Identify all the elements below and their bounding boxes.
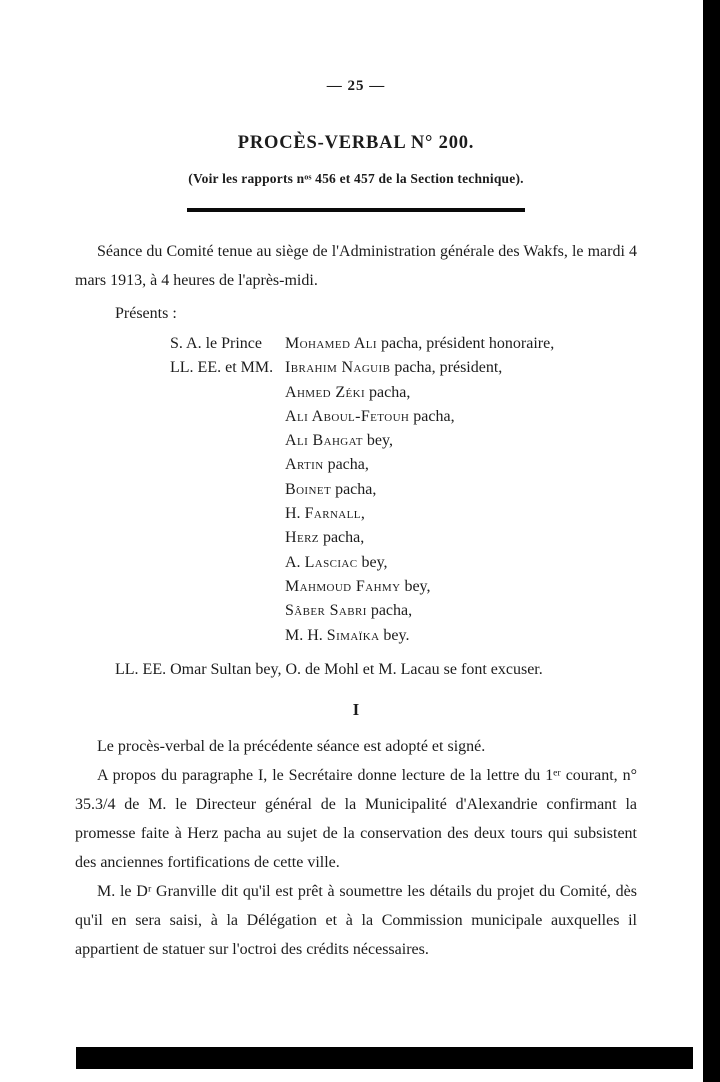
attendee-title: bey. <box>379 626 410 644</box>
attendee-initials: A. <box>285 553 305 571</box>
attendee-row <box>170 599 637 623</box>
attendee-name: Artin <box>285 456 324 474</box>
attendee-row <box>170 551 637 575</box>
attendee-initials: H. <box>285 505 305 523</box>
attendee-name: Ibrahim Naguib <box>285 359 391 377</box>
page-number: — 25 — <box>326 78 386 94</box>
attendee-title: pacha, <box>409 407 455 425</box>
attendee-name: Simaïka <box>326 626 380 644</box>
attendee-honorific: S. A. le Prince <box>170 335 262 352</box>
attendee-title: bey, <box>400 577 431 595</box>
attendee-title: pacha, <box>365 383 411 401</box>
attendee-title: pacha, président honoraire, <box>376 335 555 352</box>
attendee-name: Mahmoud Fahmy <box>285 577 401 595</box>
attendee-row <box>170 405 637 429</box>
attendee-name: Sâber Sabri <box>285 602 367 620</box>
attendee-title: bey, <box>357 553 388 571</box>
attendee-row <box>170 356 637 380</box>
scan-artifact-bottom <box>76 1047 693 1069</box>
section-heading: I <box>352 699 360 719</box>
document-title: PROCÈS-VERBAL N° 200. <box>237 133 475 153</box>
intro-paragraph: Séance du Comité tenue au siège de l'Administration générale des Wakfs, le mardi 4 mars 1913, à 4 heures de l'après-midi. <box>75 243 637 289</box>
attendee-name: Ali Aboul-Fetouh <box>285 407 410 425</box>
attendee-initials: M. H. <box>285 626 327 644</box>
attendee-row <box>170 429 637 453</box>
attendee-title: pacha, <box>331 480 377 498</box>
presents-label: Présents : <box>115 305 177 322</box>
title-rule <box>187 208 525 212</box>
attendee-title: pacha, <box>366 602 413 620</box>
attendee-honorific: LL. EE. et MM. <box>170 359 274 377</box>
attendee-name: Ali Bahgat <box>285 432 363 450</box>
attendee-name: Mohamed Ali <box>285 335 377 352</box>
attendee-title: pacha, <box>323 456 369 474</box>
attendee-name: Ahmed Zéki <box>285 383 366 401</box>
attendee-row <box>170 502 637 526</box>
attendee-title: bey, <box>362 432 393 450</box>
attendee-row <box>170 381 637 405</box>
attendee-row <box>170 624 637 648</box>
attendee-title: pacha, président, <box>390 359 503 377</box>
attendee-name: Boinet <box>285 480 332 498</box>
attendee-name: Lasciac <box>304 553 358 571</box>
attendee-name: Farnall <box>304 505 361 523</box>
attendees-list <box>170 332 637 648</box>
attendee-row <box>170 478 637 502</box>
attendee-row <box>170 453 637 477</box>
attendee-name: Herz <box>285 529 319 547</box>
body-paragraph: A propos du paragraphe I, le Secrétaire donne lecture de la lettre du 1ᵉʳ courant, n° 35.3/4 de M. le Directeur général de la Municipalité d'Alexandrie confirmant la promesse faite à Herz pacha au sujet de la conservation des deux tours qui subsistent des anciennes fortifications de cette ville. <box>75 766 637 871</box>
excused-paragraph: LL. EE. Omar Sultan bey, O. de Mohl et M. Lacau se font excuser. <box>115 660 543 678</box>
attendee-title: pacha, <box>318 529 365 547</box>
document-subtitle: (Voir les rapports nᵒˢ 456 et 457 de la Section technique). <box>188 171 524 186</box>
attendee-title: , <box>360 505 365 523</box>
document-page <box>75 0 637 964</box>
body-paragraph: Le procès-verbal de la précédente séance est adopté et signé. <box>97 737 486 755</box>
scan-artifact-right <box>703 0 720 1082</box>
attendee-row <box>170 332 637 356</box>
body-paragraph: M. le Dʳ Granville dit qu'il est prêt à soumettre les détails du projet du Comité, dès qu'il en sera saisi, à la Délégation et à la Commission municipale auxquelles il appartient de statuer sur l'octroi des crédits nécessaires. <box>75 882 637 958</box>
attendee-row <box>170 575 637 599</box>
attendee-row <box>170 526 637 550</box>
